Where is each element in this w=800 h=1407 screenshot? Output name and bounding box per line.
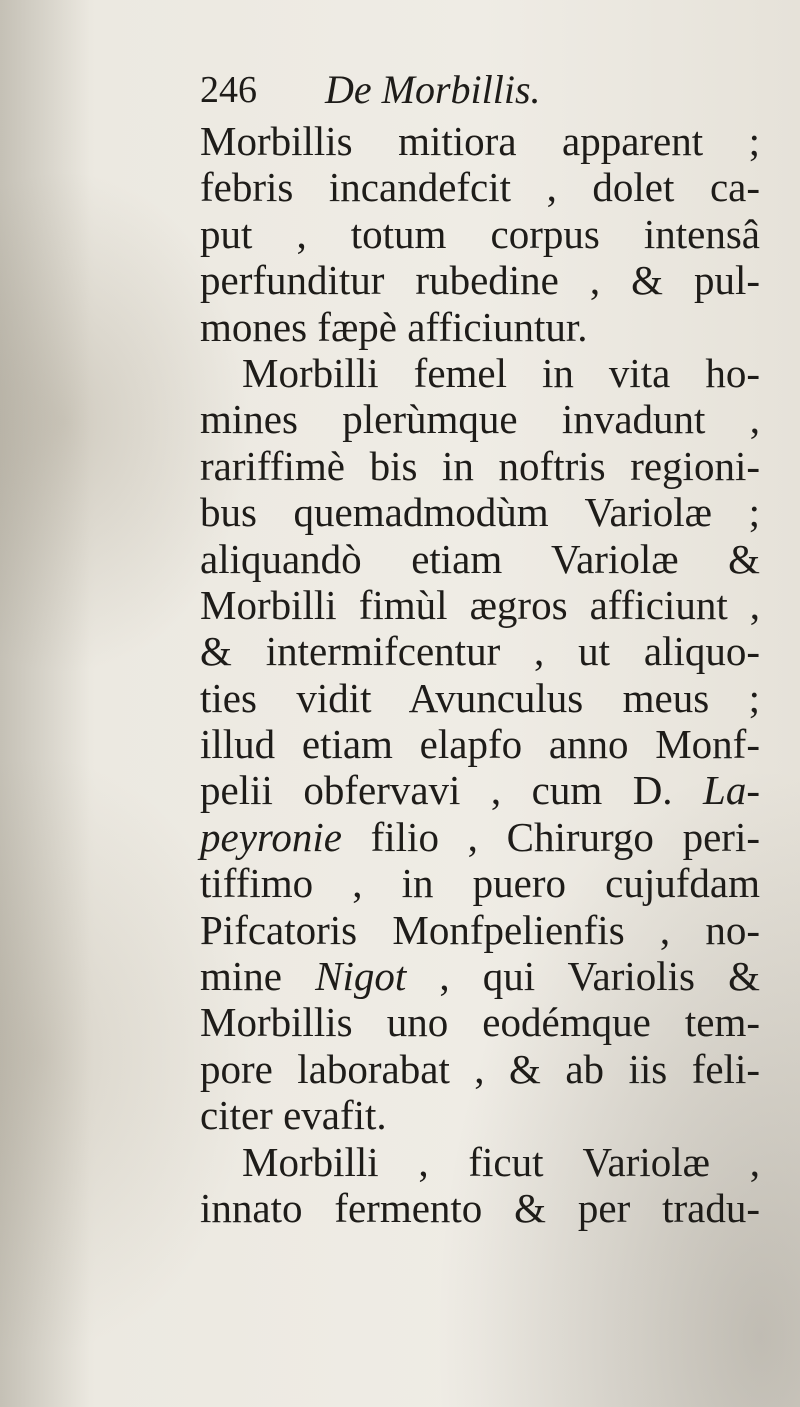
text-line: citer evafit. (200, 1092, 387, 1139)
text-line: Morbilli fimùl ægros afficiunt , (200, 581, 760, 628)
page-gutter-shadow (0, 0, 90, 1407)
text-line: illud etiam elapfo anno Monf- (200, 721, 760, 768)
text-line: mones fæpè afficiuntur. (200, 303, 588, 350)
text-line: Morbilli , ficut Variolæ , (242, 1138, 760, 1185)
text-line: ties vidit Avunculus meus ; (200, 674, 760, 721)
text-line: tiffimo , in puero cujufdam (200, 860, 760, 907)
text-line: Morbillis mitiora apparent ; (200, 118, 760, 164)
text-line: pore laborabat , & ab iis feli- (200, 1045, 760, 1092)
text-line: pelii obfervavi , cum D. La- (200, 767, 760, 814)
text-line: mine Nigot , qui Variolis & (200, 953, 760, 1000)
page-number: 246 (200, 69, 257, 111)
text-line: perfunditur rubedine , & pul- (200, 257, 760, 304)
text-line: & intermifcentur , ut aliquo- (200, 628, 760, 675)
text-line: febris incandefcit , dolet ca- (200, 164, 760, 211)
text-line: bus quemadmodùm Variolæ ; (200, 489, 760, 536)
running-title: De Morbillis. (325, 67, 541, 112)
text-line: innato fermento & per tradu- (200, 1184, 760, 1231)
text-line: put , totum corpus intensâ (200, 210, 760, 257)
body-text (200, 118, 760, 1231)
text-line: Pifcatoris Monfpelienfis , no- (200, 906, 760, 953)
text-line: Morbilli femel in vita ho- (242, 349, 760, 396)
text-line: Morbillis uno eodémque tem- (200, 999, 760, 1046)
text-line: mines plerùmque invadunt , (200, 396, 760, 443)
text-line: aliquandò etiam Variolæ & (200, 535, 760, 582)
page-header (200, 66, 760, 114)
text-line: rariffimè bis in noftris regioni- (200, 442, 760, 489)
text-line: peyronie filio , Chirurgo peri- (200, 813, 760, 860)
